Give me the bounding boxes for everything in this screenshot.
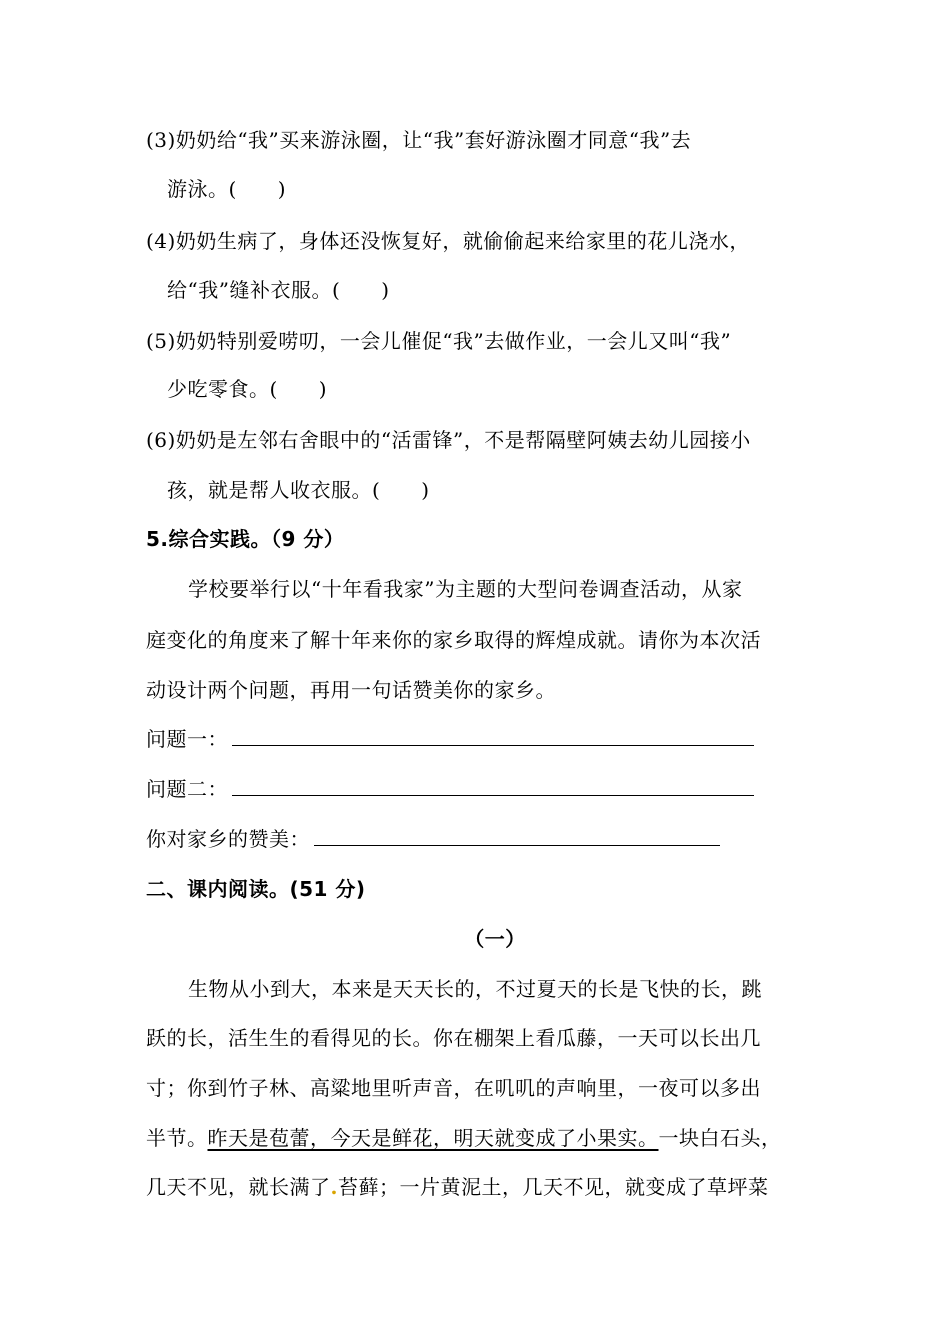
praise-label: 你对家乡的赞美： xyxy=(146,827,310,851)
question-2-row xyxy=(146,775,754,803)
section-5-para-line: 动设计两个问题，再用一句话赞美你的家乡。 xyxy=(146,678,556,702)
passage-text: 苔藓；一片黄泥土，几天不见，就变成了草坪菜 xyxy=(337,1175,769,1199)
item-3-line1: (3)奶奶给“我”买来游泳圈，让“我”套好游泳圈才同意“我”去 xyxy=(146,128,692,152)
item-4-line1: (4)奶奶生病了，身体还没恢复好，就偷偷起来给家里的花儿浇水， xyxy=(146,229,750,253)
passage-line: 寸；你到竹子林、高粱地里听声音，在叽叽的声响里，一夜可以多出 xyxy=(146,1076,761,1100)
item-6-line2: 孩，就是帮人收衣服。( ) xyxy=(167,478,430,502)
item-6-line1: (6)奶奶是左邻右舍眼中的“活雷锋”，不是帮隔壁阿姨去幼儿园接小 xyxy=(146,428,751,452)
passage-line xyxy=(146,1173,768,1201)
question-1-answer-line[interactable] xyxy=(232,725,754,746)
praise-row xyxy=(146,825,720,853)
item-4-line2: 给“我”缝补衣服。( ) xyxy=(167,278,390,302)
passage-text: 一块白石头， xyxy=(658,1126,782,1150)
part-2-heading: 二、课内阅读。(51 分) xyxy=(146,877,366,901)
emphasis-dot: . xyxy=(330,1175,338,1199)
item-3-line2: 游泳。( ) xyxy=(167,177,287,201)
section-5-para-line: 学校要举行以“十年看我家”为主题的大型问卷调查活动，从家 xyxy=(188,577,743,601)
question-2-label: 问题二： xyxy=(146,777,228,801)
section-5-para-line: 庭变化的角度来了解十年来你的家乡取得的辉煌成就。请你为本次活 xyxy=(146,628,761,652)
section-5-heading: 5.综合实践。（9 分） xyxy=(146,527,345,551)
question-1-label: 问题一： xyxy=(146,727,228,751)
passage-line: 跃的长，活生生的看得见的长。你在棚架上看瓜藤，一天可以长出几 xyxy=(146,1026,761,1050)
item-5-line1: (5)奶奶特别爱唠叨，一会儿催促“我”去做作业，一会儿又叫“我” xyxy=(146,329,732,353)
passage-text: 几天不见，就长满了 xyxy=(146,1175,331,1199)
passage-1-title: （一） xyxy=(464,927,526,951)
underlined-sentence: 昨天是苞蕾，今天是鲜花，明天就变成了小果实。 xyxy=(207,1126,659,1150)
passage-line xyxy=(146,1124,782,1152)
praise-answer-line[interactable] xyxy=(314,825,720,846)
item-5-line2: 少吃零食。( ) xyxy=(167,377,328,401)
question-1-row xyxy=(146,725,754,753)
passage-text: 半节。 xyxy=(146,1126,208,1150)
question-2-answer-line[interactable] xyxy=(232,775,754,796)
passage-line: 生物从小到大，本来是天天长的，不过夏天的长是飞快的长，跳 xyxy=(188,977,762,1001)
